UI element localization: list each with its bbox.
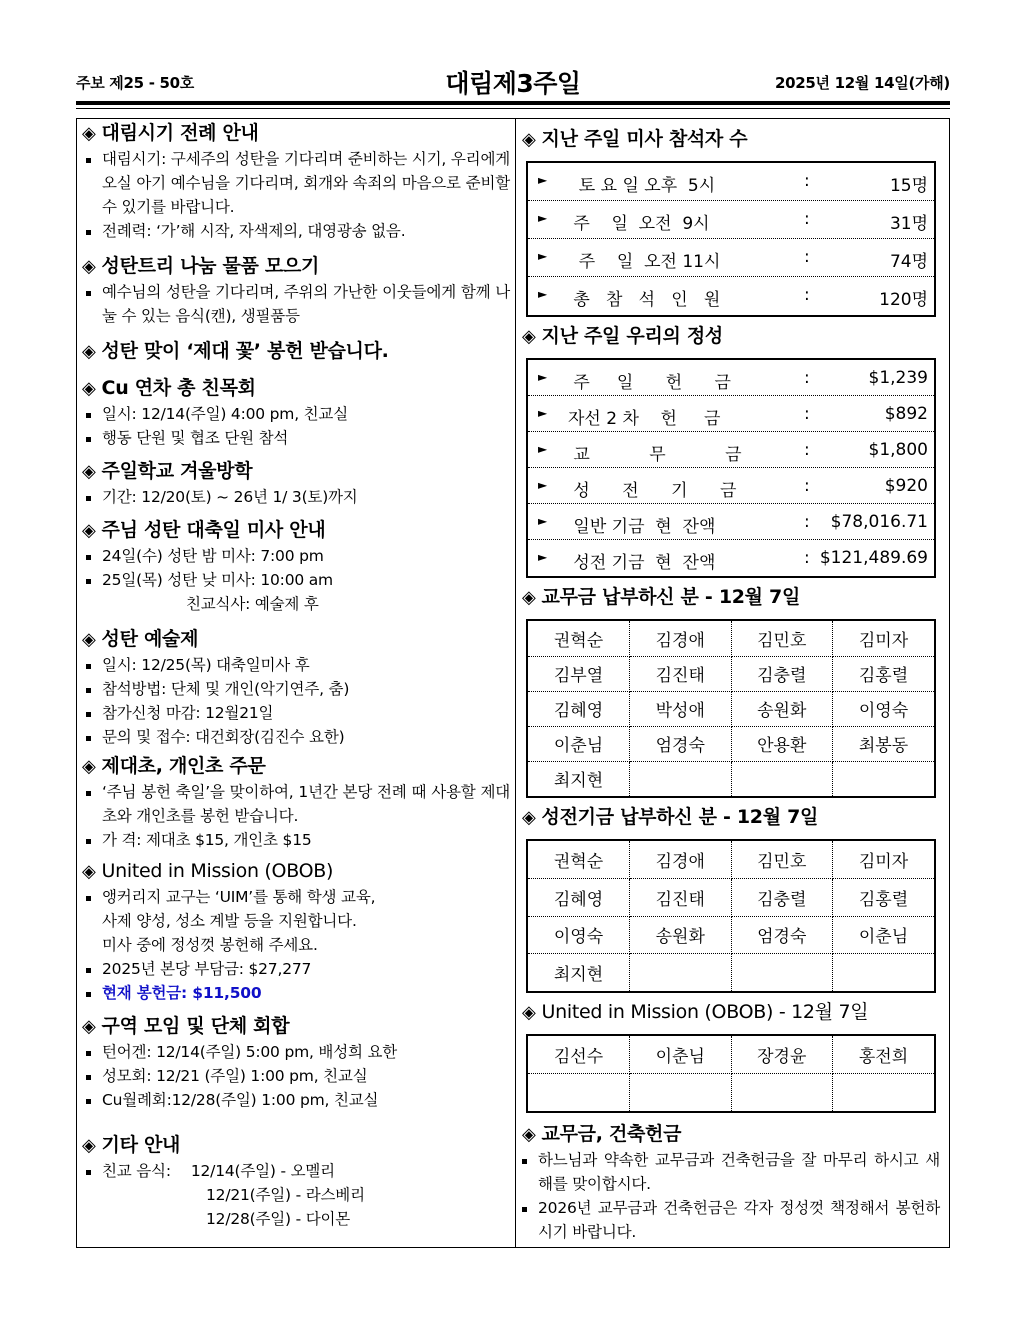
square-bullet-icon bbox=[86, 496, 91, 501]
square-bullet-icon bbox=[86, 688, 91, 693]
list-item: Cu월례회:12/28(주일) 1:00 pm, 친교실 bbox=[82, 1088, 510, 1112]
diamond-bullet-icon: ◈ bbox=[82, 1135, 96, 1156]
section-title: 제대초, 개인초 주문 bbox=[101, 755, 266, 777]
list-item: 앵커리지 교구는 ‘UIM’를 통해 학생 교육, bbox=[82, 885, 510, 909]
section-dues-building-notice bbox=[522, 1121, 940, 1244]
list-item: 24일(수) 성탄 밤 미사: 7:00 pm bbox=[82, 544, 510, 568]
attendance-row: ► 주 일 오전 9시 : 31명 bbox=[528, 201, 934, 239]
attendance-row: ► 주 일 오전 11시 : 74명 bbox=[528, 239, 934, 277]
square-bullet-icon bbox=[86, 664, 91, 669]
table-row bbox=[528, 761, 934, 796]
section-uim-payers bbox=[522, 999, 940, 1113]
table-row bbox=[528, 691, 934, 726]
section-united-in-mission: ◈ United in Mission (OBOB) 앵커리지 교구는 ‘UIM’를 통해 학생 교육, 사제 양성, 성소 계발 등을 지원합니다. 미사 중에 정성껏 봉헌해 주세요. 2025년 본당 부담금: $27,277 현재 봉헌금: $11,500 bbox=[82, 858, 510, 1005]
name-cell: 김부열 bbox=[528, 656, 630, 691]
list-item: 참석방법: 단체 및 개인(악기연주, 춤) bbox=[82, 677, 510, 701]
name-cell: 김혜영 bbox=[528, 879, 630, 917]
section-title: 성탄 맞이 ‘제대 꽃’ 봉헌 받습니다. bbox=[101, 340, 389, 362]
name-cell: 송원화 bbox=[731, 691, 833, 726]
triangle-right-icon: ► bbox=[538, 211, 548, 225]
section-title: 기타 안내 bbox=[101, 1134, 181, 1156]
section-title: 주님 성탄 대축일 미사 안내 bbox=[101, 519, 326, 541]
section-christmas-tree bbox=[82, 253, 510, 328]
square-bullet-icon bbox=[86, 555, 91, 560]
name-cell: 김선수 bbox=[528, 1036, 630, 1074]
table-row bbox=[528, 916, 934, 954]
table-row bbox=[528, 726, 934, 761]
triangle-right-icon: ► bbox=[538, 249, 548, 263]
current-donation-highlight: 현재 봉헌금: $11,500 bbox=[102, 984, 262, 1002]
name-cell: 김혜영 bbox=[528, 691, 630, 726]
name-cell: 권혁순 bbox=[528, 621, 630, 656]
diamond-bullet-icon: ◈ bbox=[82, 756, 96, 777]
column-divider bbox=[515, 118, 516, 1248]
section-candle-order bbox=[82, 753, 510, 852]
section-building-fund-payers bbox=[522, 804, 940, 993]
name-cell: 김진태 bbox=[630, 879, 732, 917]
empty-cell bbox=[833, 954, 935, 992]
section-advent-liturgy bbox=[82, 120, 510, 243]
table-row bbox=[528, 1074, 934, 1112]
name-cell: 홍전희 bbox=[833, 1036, 935, 1074]
name-cell: 김경애 bbox=[630, 841, 732, 879]
uim-names-table bbox=[526, 1034, 936, 1113]
diamond-bullet-icon: ◈ bbox=[82, 256, 96, 277]
building-names-table bbox=[526, 839, 936, 993]
section-title: 성탄트리 나눔 물품 모으기 bbox=[101, 255, 320, 277]
triangle-right-icon: ► bbox=[538, 478, 548, 492]
diamond-bullet-icon: ◈ bbox=[522, 326, 536, 347]
square-bullet-icon bbox=[86, 712, 91, 717]
offering-row: ► 성 전 기 금 : $920 bbox=[528, 468, 934, 504]
list-item: 행동 단원 및 협조 단원 참석 bbox=[82, 426, 510, 450]
list-item bbox=[82, 981, 510, 1005]
name-cell: 이영숙 bbox=[528, 916, 630, 954]
attendance-row-total: ► 총 참 석 인 원 : 120명 bbox=[538, 285, 928, 310]
section-title: 지난 주일 미사 참석자 수 bbox=[541, 128, 748, 150]
diamond-bullet-icon: ◈ bbox=[522, 129, 536, 150]
square-bullet-icon bbox=[86, 736, 91, 741]
square-bullet-icon bbox=[86, 1170, 91, 1175]
section-cu-gathering bbox=[82, 375, 510, 450]
square-bullet-icon bbox=[86, 1075, 91, 1080]
empty-cell bbox=[731, 954, 833, 992]
name-cell: 이영숙 bbox=[833, 691, 935, 726]
section-christmas-mass bbox=[82, 517, 510, 616]
section-title: United in Mission (OBOB) - 12월 7일 bbox=[541, 1001, 869, 1023]
section-offering bbox=[522, 323, 940, 578]
diamond-bullet-icon: ◈ bbox=[82, 341, 96, 362]
name-cell: 장경윤 bbox=[731, 1036, 833, 1074]
triangle-right-icon: ► bbox=[538, 173, 548, 187]
name-cell: 이춘님 bbox=[528, 726, 630, 761]
square-bullet-icon bbox=[522, 1207, 527, 1212]
left-column bbox=[82, 120, 510, 1231]
triangle-right-icon: ► bbox=[538, 550, 548, 564]
name-cell: 김홍렬 bbox=[833, 656, 935, 691]
table-row bbox=[528, 954, 934, 992]
name-cell: 김홍렬 bbox=[833, 879, 935, 917]
table-row bbox=[528, 1036, 934, 1074]
square-bullet-icon bbox=[86, 1099, 91, 1104]
section-title: United in Mission (OBOB) bbox=[101, 860, 334, 882]
diamond-bullet-icon: ◈ bbox=[522, 807, 536, 828]
offering-row: ► 교 무 금 : $1,800 bbox=[528, 432, 934, 468]
list-item: 전례력: ‘가’해 시작, 자색제의, 대영광송 없음. bbox=[82, 219, 510, 243]
name-cell: 박성애 bbox=[630, 691, 732, 726]
empty-cell bbox=[731, 1074, 833, 1112]
name-cell: 김진태 bbox=[630, 656, 732, 691]
diamond-bullet-icon: ◈ bbox=[82, 1016, 96, 1037]
issue-date: 2025년 12월 14일(가해) bbox=[774, 74, 950, 92]
section-altar-flowers bbox=[82, 338, 510, 365]
square-bullet-icon bbox=[86, 791, 91, 796]
section-title: 교무금, 건축헌금 bbox=[541, 1123, 682, 1145]
diamond-bullet-icon: ◈ bbox=[82, 861, 96, 882]
square-bullet-icon bbox=[86, 839, 91, 844]
offering-row: ► 성전 기금 현 잔액 : $121,489.69 bbox=[538, 548, 928, 573]
empty-cell bbox=[731, 761, 833, 796]
square-bullet-icon bbox=[86, 413, 91, 418]
section-title: 성전기금 납부하신 분 - 12월 7일 bbox=[541, 806, 819, 828]
name-cell: 엄경숙 bbox=[630, 726, 732, 761]
name-cell: 안용환 bbox=[731, 726, 833, 761]
name-cell: 김충렬 bbox=[731, 656, 833, 691]
square-bullet-icon bbox=[86, 230, 91, 235]
list-item: 기간: 12/20(토) ~ 26년 1/ 3(토)까지 bbox=[82, 485, 510, 509]
diamond-bullet-icon: ◈ bbox=[82, 461, 96, 482]
name-cell: 김경애 bbox=[630, 621, 732, 656]
list-item bbox=[82, 957, 510, 981]
triangle-right-icon: ► bbox=[538, 514, 548, 528]
triangle-right-icon: ► bbox=[538, 287, 548, 301]
empty-cell bbox=[528, 1074, 630, 1112]
square-bullet-icon bbox=[86, 896, 91, 901]
square-bullet-icon bbox=[86, 158, 91, 163]
diamond-bullet-icon: ◈ bbox=[522, 1124, 536, 1145]
empty-cell bbox=[630, 1074, 732, 1112]
fellowship-meal-note: 친교식사: 예술제 후 bbox=[186, 595, 319, 613]
square-bullet-icon bbox=[86, 291, 91, 296]
diamond-bullet-icon: ◈ bbox=[82, 520, 96, 541]
section-dues-payers bbox=[522, 584, 940, 798]
name-cell: 김미자 bbox=[833, 841, 935, 879]
name-cell: 엄경숙 bbox=[731, 916, 833, 954]
section-title: 구역 모임 및 단체 회합 bbox=[101, 1015, 290, 1037]
square-bullet-icon bbox=[86, 579, 91, 584]
header-rule-thick bbox=[76, 101, 950, 105]
section-other-notices: ◈ 기타 안내 친교 음식: 12/14(주일) - 오멜리 12/21(주일) - 라스베리 12/28(주일) - 다이몬 bbox=[82, 1132, 510, 1231]
list-item: 대림시기: 구세주의 성탄을 기다리며 준비하는 시기, 우리에게 오실 아기 예수님을 기다리며, 회개와 속죄의 마음으로 준비할 수 있기를 바랍니다. bbox=[82, 147, 510, 219]
empty-cell bbox=[630, 954, 732, 992]
list-item: 하느님과 약속한 교무금과 건축헌금을 잘 마무리 하시고 새해를 맞이합시다. bbox=[522, 1148, 940, 1196]
section-sunday-school bbox=[82, 458, 510, 509]
empty-cell bbox=[833, 761, 935, 796]
section-attendance bbox=[522, 126, 940, 317]
section-title: 교무금 납부하신 분 - 12월 7일 bbox=[541, 586, 801, 608]
section-christmas-arts bbox=[82, 626, 510, 749]
list-item: 일시: 12/14(주일) 4:00 pm, 친교실 bbox=[82, 402, 510, 426]
name-cell: 이춘님 bbox=[630, 1036, 732, 1074]
name-cell: 송원화 bbox=[630, 916, 732, 954]
square-bullet-icon bbox=[522, 1159, 527, 1164]
attendance-row: ► 토 요 일 오후 5시 : 15명 bbox=[528, 163, 934, 201]
name-cell: 권혁순 bbox=[528, 841, 630, 879]
name-cell: 최지현 bbox=[528, 954, 630, 992]
list-item: 일시: 12/25(목) 대축일미사 후 bbox=[82, 653, 510, 677]
empty-cell bbox=[833, 1074, 935, 1112]
name-cell: 김미자 bbox=[833, 621, 935, 656]
list-item: 성모회: 12/21 (주일) 1:00 pm, 친교실 bbox=[82, 1064, 510, 1088]
section-group-meetings bbox=[82, 1013, 510, 1112]
list-item: 참가신청 마감: 12월21일 bbox=[82, 701, 510, 725]
page-title: 대림제3주일 bbox=[445, 69, 581, 98]
diamond-bullet-icon: ◈ bbox=[522, 1002, 536, 1023]
section-title: 대림시기 전례 안내 bbox=[101, 122, 259, 144]
diamond-bullet-icon: ◈ bbox=[82, 378, 96, 399]
table-row bbox=[528, 621, 934, 656]
attendance-table bbox=[526, 161, 936, 317]
square-bullet-icon bbox=[86, 968, 91, 973]
list-item: 2026년 교무금과 건축헌금은 각자 정성껏 책정해서 봉헌하시기 바랍니다. bbox=[522, 1196, 940, 1244]
offering-table bbox=[526, 358, 936, 578]
square-bullet-icon bbox=[86, 992, 91, 997]
triangle-right-icon: ► bbox=[538, 370, 548, 384]
masthead bbox=[76, 64, 950, 100]
list-item: 25일(목) 성탄 낮 미사: 10:00 am bbox=[82, 568, 510, 592]
issue-number: 주보 제25 - 50호 bbox=[76, 74, 195, 92]
list-item: 문의 및 접수: 대건회장(김진수 요한) bbox=[82, 725, 510, 749]
right-column bbox=[522, 120, 940, 1244]
dues-names-table bbox=[526, 619, 936, 798]
name-cell: 김민호 bbox=[731, 621, 833, 656]
name-cell: 최봉동 bbox=[833, 726, 935, 761]
offering-row: ► 자선 2 차 헌 금 : $892 bbox=[528, 396, 934, 432]
offering-row: ► 주 일 헌 금 : $1,239 bbox=[528, 360, 934, 396]
list-item: 턴어겐: 12/14(주일) 5:00 pm, 배성희 요한 bbox=[82, 1040, 510, 1064]
name-cell: 김민호 bbox=[731, 841, 833, 879]
table-row bbox=[528, 656, 934, 691]
section-title: 성탄 예술제 bbox=[101, 628, 199, 650]
offering-row: ► 일반 기금 현 잔액 : $78,016.71 bbox=[528, 504, 934, 540]
list-item: 가 격: 제대초 $15, 개인초 $15 bbox=[82, 828, 510, 852]
section-title: Cu 연차 총 친목회 bbox=[101, 377, 256, 399]
table-row bbox=[528, 841, 934, 879]
list-item: ‘주님 봉헌 축일’을 맞이하여, 1년간 본당 전례 때 사용할 제대초와 개인초를 봉헌 받습니다. bbox=[82, 780, 510, 828]
diamond-bullet-icon: ◈ bbox=[82, 123, 96, 144]
square-bullet-icon bbox=[86, 437, 91, 442]
diamond-bullet-icon: ◈ bbox=[82, 629, 96, 650]
empty-cell bbox=[630, 761, 732, 796]
parish-assessment: 2025년 본당 부담금: $27,277 bbox=[102, 960, 312, 978]
diamond-bullet-icon: ◈ bbox=[522, 587, 536, 608]
triangle-right-icon: ► bbox=[538, 406, 548, 420]
section-title: 주일학교 겨울방학 bbox=[101, 460, 253, 482]
table-row bbox=[528, 879, 934, 917]
name-cell: 이춘님 bbox=[833, 916, 935, 954]
name-cell: 김충렬 bbox=[731, 879, 833, 917]
list-item: 예수님의 성탄을 기다리며, 주위의 가난한 이웃들에게 함께 나눌 수 있는 음식(캔), 생필품등 bbox=[82, 280, 510, 328]
square-bullet-icon bbox=[86, 1051, 91, 1056]
list-item: 친교 음식: 12/14(주일) - 오멜리 bbox=[82, 1159, 510, 1183]
header-rule-thin bbox=[76, 108, 950, 109]
triangle-right-icon: ► bbox=[538, 442, 548, 456]
section-title: 지난 주일 우리의 정성 bbox=[541, 325, 723, 347]
name-cell: 최지현 bbox=[528, 761, 630, 796]
